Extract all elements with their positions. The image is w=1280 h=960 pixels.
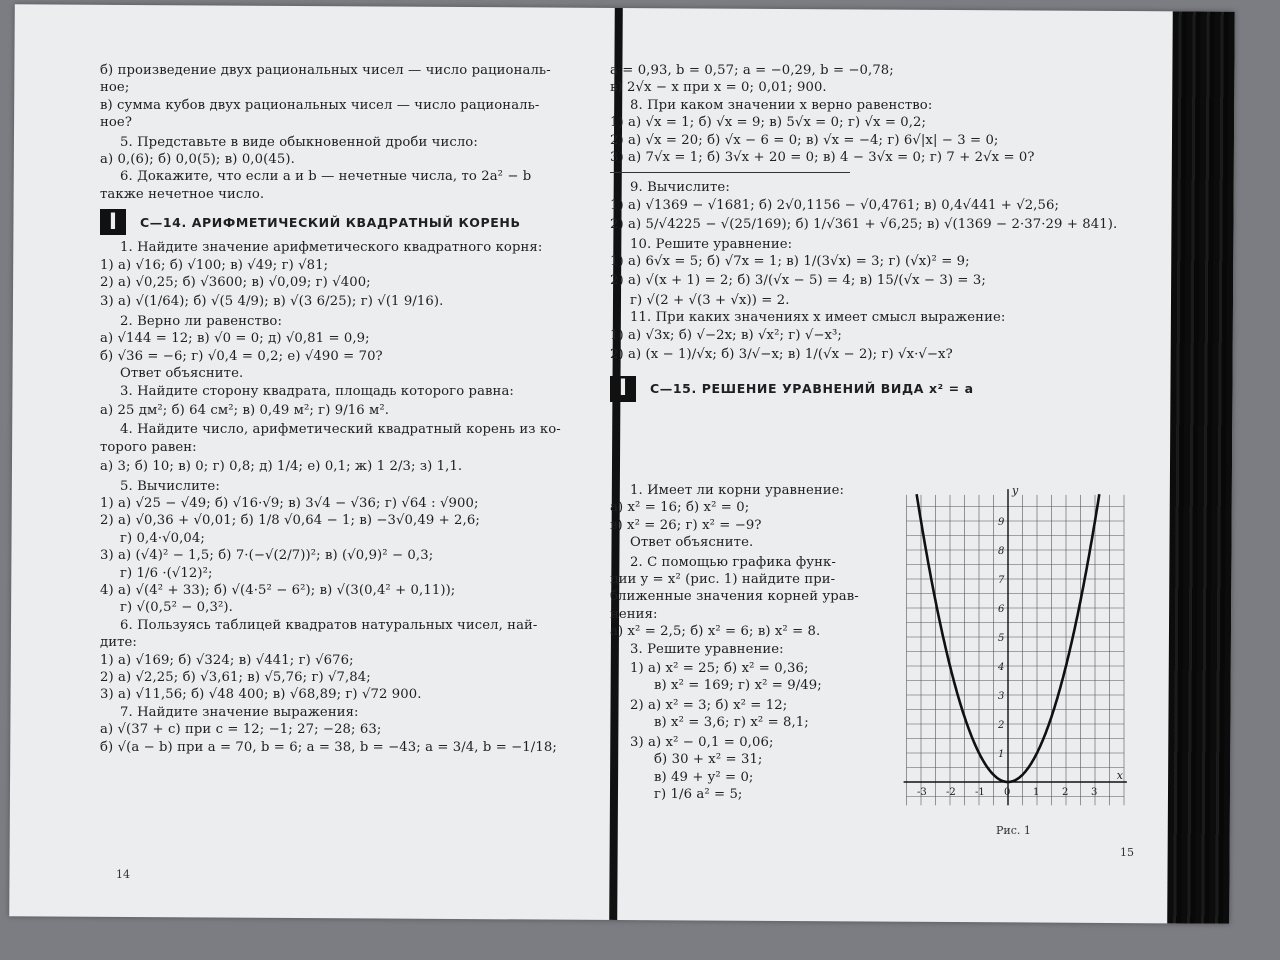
problem-line: г) 0,4·√0,04; xyxy=(120,530,205,546)
parabola-figure xyxy=(906,484,1138,822)
problem-line: г) 1/6 ·(√12)²; xyxy=(120,565,213,581)
section-header xyxy=(100,209,598,235)
text-line: 2. С помощью графика функ- xyxy=(630,554,836,570)
text-line: Ответ объясните. xyxy=(630,535,754,551)
divider xyxy=(610,172,850,173)
level-marker: I xyxy=(100,209,126,235)
problem-line: а) √144 = 12; в) √0 = 0; д) √0,81 = 0,9; xyxy=(100,331,370,347)
problem-line: б) √(a − b) при a = 70, b = 6; a = 38, b = −43; a = 3/4, b = −1/18; xyxy=(100,739,557,755)
problem-line: торого равен: xyxy=(100,439,197,455)
text-line: в) 2√x − x при x = 0; 0,01; 900. xyxy=(610,80,827,96)
text-line: в) 49 + y² = 0; xyxy=(654,769,754,785)
text-line: 11. При каких значениях x имеет смысл выражение: xyxy=(630,310,1006,326)
text-line: 2) а) 5/√4225 − √(25/169); б) 1/√361 + √6,25; в) √(1369 − 2·37·29 + 841). xyxy=(610,217,1118,233)
problem-line: 2) а) √0,36 + √0,01; б) 1/8 √0,64 − 1; в) −3√0,49 + 2,6; xyxy=(100,513,480,529)
problem-line: 1. Найдите значение арифметического квадратного корня: xyxy=(120,240,543,256)
text-line: 1. Имеет ли корни уравнение: xyxy=(630,483,845,498)
text-line: a = 0,93, b = 0,57; a = −0,29, b = −0,78; xyxy=(610,63,894,78)
left-page xyxy=(100,62,598,756)
section-title: С—14. АРИФМЕТИЧЕСКИЙ КВАДРАТНЫЙ КОРЕНЬ xyxy=(140,214,521,230)
text-line: 2) а) (x − 1)/√x; б) 3/√−x; в) 1/(√x − 2); г) √x·√−x? xyxy=(610,347,953,363)
text-line: 6. Докажите, что если a и b — нечетные числа, то 2a² − b xyxy=(120,169,532,185)
problem-line: 6. Пользуясь таблицей квадратов натуральных чисел, най- xyxy=(120,617,538,633)
x-tick-label: -2 xyxy=(946,787,956,798)
problem-line: 3. Найдите сторону квадрата, площадь которого равна: xyxy=(120,383,514,399)
text-line: в) x² = 3,6; г) x² = 8,1; xyxy=(654,715,809,731)
x-axis-label: x xyxy=(1116,769,1123,782)
text-line: в) x² = 169; г) x² = 9/49; xyxy=(654,678,822,694)
text-line: а) x² = 2,5; б) x² = 6; в) x² = 8. xyxy=(610,624,821,640)
level-marker: I xyxy=(610,376,636,402)
text-line: 3) а) 7√x = 1; б) 3√x + 20 = 0; в) 4 − 3√x = 0; г) 7 + 2√x = 0? xyxy=(610,150,1035,166)
text-line: нения: xyxy=(610,606,658,622)
text-line: 8. При каком значении x верно равенство: xyxy=(630,97,933,113)
section-header xyxy=(610,376,1050,402)
text-line: ции y = x² (рис. 1) найдите при- xyxy=(610,572,836,588)
text-line: г) √(2 + √(3 + √x)) = 2. xyxy=(630,292,790,308)
problem-line: а) 3; б) 10; в) 0; г) 0,8; д) 1/4; е) 0,1; ж) 1 2/3; з) 1,1. xyxy=(100,459,463,475)
figure-caption: Рис. 1 xyxy=(996,824,1031,837)
text-line: 2) а) √x = 20; б) √x − 6 = 0; в) √x = −4; г) 6√|x| − 3 = 0; xyxy=(610,132,999,148)
y-tick-label: 2 xyxy=(998,720,1005,731)
problem-line: Ответ объясните. xyxy=(120,366,244,382)
problem-line: 2. Верно ли равенство: xyxy=(120,313,283,329)
problem-line: 3) а) √(1/64); б) √(5 4/9); в) √(3 6/25); г) √(1 9/16). xyxy=(100,294,444,310)
text-line: ное? xyxy=(100,115,133,131)
text-line: 10. Решите уравнение: xyxy=(630,236,793,252)
text-line: в) x² = 26; г) x² = −9? xyxy=(610,517,762,533)
x-tick-label: 0 xyxy=(1004,787,1011,798)
y-tick-label: 1 xyxy=(998,749,1005,760)
x-tick-label: 2 xyxy=(1062,787,1069,798)
problem-line: 1) а) √16; б) √100; в) √49; г) √81; xyxy=(100,257,329,273)
y-axis-label: y xyxy=(1012,484,1019,497)
text-line: 1) а) √1369 − √1681; б) 2√0,1156 − √0,4761; в) 0,4√441 + √2,56; xyxy=(610,197,1060,213)
dark-scan-edge xyxy=(1167,11,1235,923)
y-tick-label: 4 xyxy=(998,662,1005,673)
x-tick-label: 3 xyxy=(1091,787,1098,798)
y-tick-label: 7 xyxy=(998,575,1005,586)
problem-line: дите: xyxy=(100,635,137,651)
text-line: 2) а) √(x + 1) = 2; б) 3/(√x − 5) = 4; в) 15/(√x − 3) = 3; xyxy=(610,273,986,289)
problem-line: 3) а) √11,56; б) √48 400; в) √68,89; г) √72 900. xyxy=(100,687,422,703)
text-line: 1) а) √3x; б) √−2x; в) √x²; г) √−x³; xyxy=(610,327,842,343)
page-number-left: 14 xyxy=(116,868,130,881)
page-number-right: 15 xyxy=(1120,846,1134,859)
text-line: также нечетное число. xyxy=(100,186,265,202)
text-line: ное; xyxy=(100,80,130,96)
y-tick-label: 8 xyxy=(998,546,1005,557)
x-tick-label: 1 xyxy=(1033,787,1040,798)
text-line: ближенные значения корней урав- xyxy=(610,589,859,605)
y-tick-label: 3 xyxy=(998,691,1005,702)
text-line: б) 30 + x² = 31; xyxy=(654,752,763,768)
text-line: г) 1/6 a² = 5; xyxy=(654,786,743,802)
text-line: б) произведение двух рациональных чисел — число рациональ- xyxy=(100,63,551,78)
problem-line: 5. Вычислите: xyxy=(120,478,220,494)
text-line: 2) а) x² = 3; б) x² = 12; xyxy=(630,697,788,713)
y-tick-label: 9 xyxy=(998,517,1005,528)
text-line: 5. Представьте в виде обыкновенной дроби число: xyxy=(120,134,478,150)
x-tick-label: -1 xyxy=(975,787,985,798)
problem-line: а) √(37 + c) при c = 12; −1; 27; −28; 63; xyxy=(100,722,382,738)
right-page-bottom xyxy=(610,482,885,803)
problem-line: г) √(0,5² − 0,3²). xyxy=(120,600,233,616)
right-page-top xyxy=(610,62,1118,406)
x-tick-label: -3 xyxy=(917,787,927,798)
problem-line: 4) а) √(4² + 33); б) √(4·5² − 6²); в) √(3(0,4² + 0,11)); xyxy=(100,582,456,598)
problem-line: 2) а) √2,25; б) √3,61; в) √5,76; г) √7,84; xyxy=(100,670,371,685)
problem-line: 4. Найдите число, арифметический квадратный корень из ко- xyxy=(120,422,561,438)
problem-line: 2) а) √0,25; б) √3600; в) √0,09; г) √400; xyxy=(100,275,371,291)
text-line: 1) а) √x = 1; б) √x = 9; в) 5√x = 0; г) √x = 0,2; xyxy=(610,115,927,131)
problem-line: 3) а) (√4)² − 1,5; б) 7·(−√(2/7))²; в) (√0,9)² − 0,3; xyxy=(100,548,434,564)
problem-line: 1) а) √169; б) √324; в) √441; г) √676; xyxy=(100,652,354,668)
problem-line: а) 25 дм²; б) 64 см²; в) 0,49 м²; г) 9/16 м². xyxy=(100,402,390,418)
y-tick-label: 6 xyxy=(998,604,1005,615)
text-line: 3) а) x² − 0,1 = 0,06; xyxy=(630,734,774,750)
problem-line: б) √36 = −6; г) √0,4 = 0,2; е) √490 = 70? xyxy=(100,348,383,364)
text-line: 3. Решите уравнение: xyxy=(630,641,784,657)
problem-line: 7. Найдите значение выражения: xyxy=(120,704,359,720)
text-line: а) x² = 16; б) x² = 0; xyxy=(610,500,750,516)
problem-line: 1) а) √25 − √49; б) √16·√9; в) 3√4 − √36; г) √64 : √900; xyxy=(100,495,479,511)
section-title: С—15. РЕШЕНИЕ УРАВНЕНИЙ ВИДА x² = a xyxy=(650,380,974,396)
text-line: 9. Вычислите: xyxy=(630,180,730,196)
text-line: в) сумма кубов двух рациональных чисел — число рациональ- xyxy=(100,97,540,113)
text-line: а) 0,(6); б) 0,0(5); в) 0,0(45). xyxy=(100,152,295,168)
text-line: 1) а) 6√x = 5; б) √7x = 1; в) 1/(3√x) = 3; г) (√x)² = 9; xyxy=(610,254,970,270)
text-line: 1) а) x² = 25; б) x² = 0,36; xyxy=(630,661,809,677)
y-tick-label: 5 xyxy=(998,633,1005,644)
